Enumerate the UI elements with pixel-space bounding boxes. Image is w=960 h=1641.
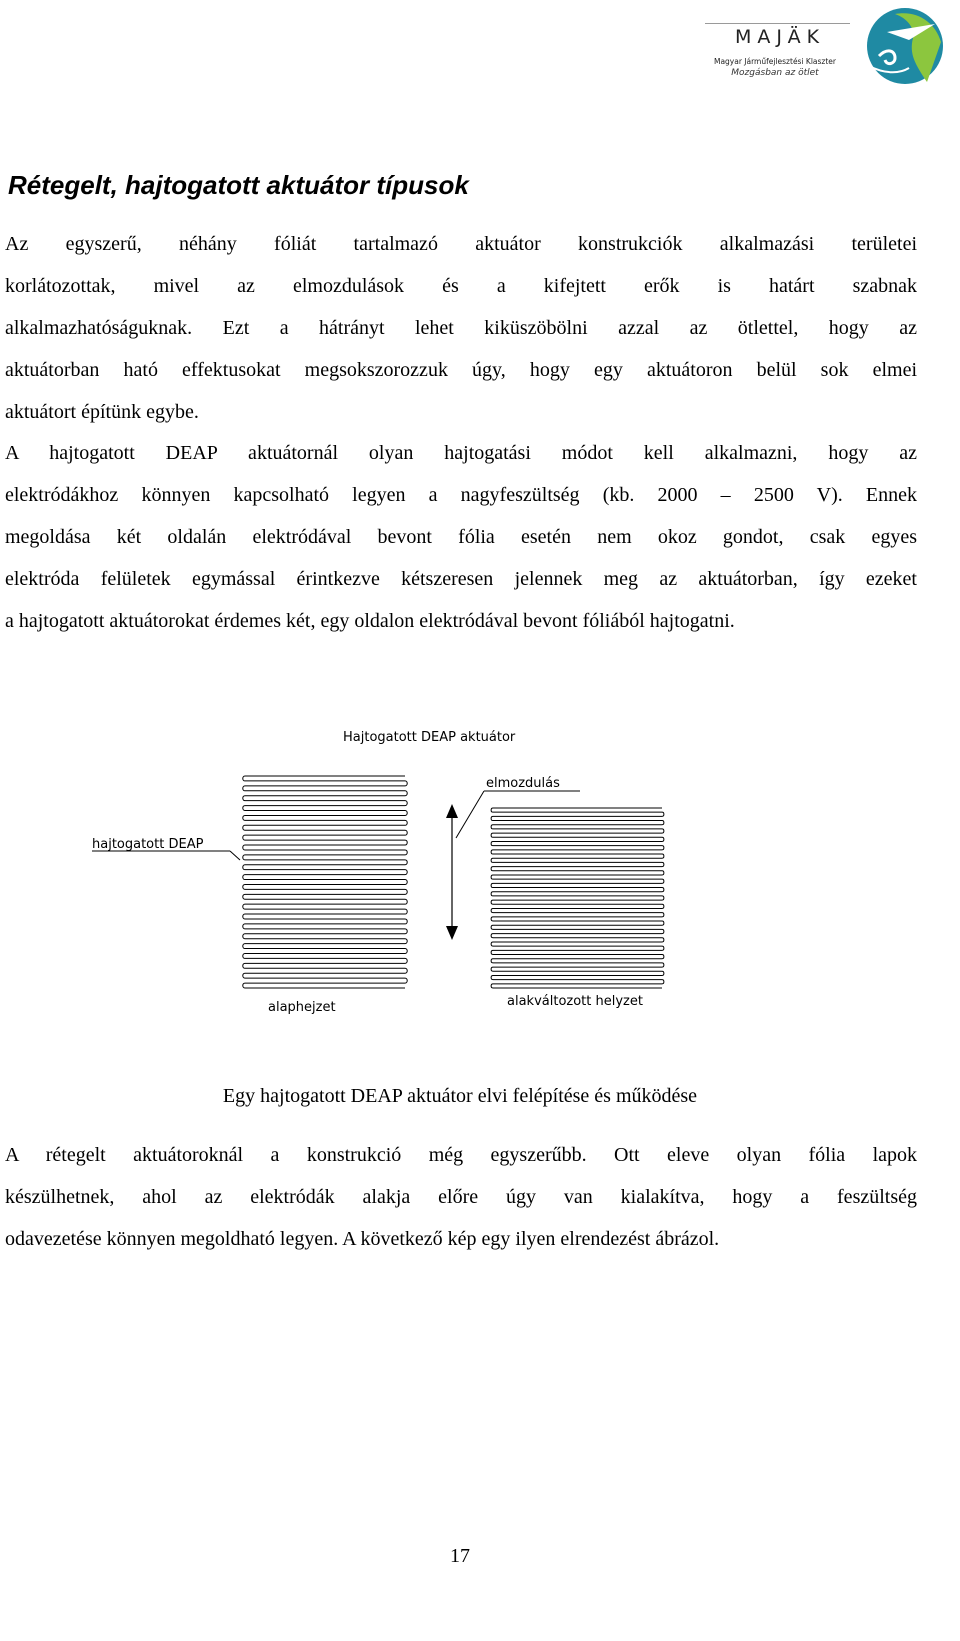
deformed-stack-fold: [491, 833, 493, 837]
deformed-stack-fold: [491, 984, 493, 988]
paragraph-line: korlátozottak, mivel az elmozdulások és a kifejtett erők is határt szabnak: [5, 275, 917, 297]
base-state-label: alaphejzet: [268, 1000, 336, 1015]
figure-caption: Egy hajtogatott DEAP aktuátor elvi felépítése és működése: [222, 1085, 698, 1107]
paragraph-line: aktuátort építünk egybe.: [5, 401, 199, 423]
displacement-leader-line: [456, 791, 484, 838]
base-stack-fold: [405, 840, 407, 845]
deformed-stack-fold: [491, 900, 493, 904]
base-stack-fold: [405, 958, 407, 963]
paragraph-line: megoldása két oldalán elektródával bevont fólia esetén nem okoz gondot, csak egyes: [5, 526, 917, 548]
base-stack-fold: [243, 815, 245, 820]
deformed-stack-fold: [491, 883, 493, 887]
deformed-stack-fold: [662, 955, 664, 959]
base-stack-fold: [405, 850, 407, 855]
deformed-stack-fold: [491, 917, 493, 921]
base-stack-fold: [405, 820, 407, 825]
deformed-stack-fold: [491, 867, 493, 871]
base-stack-fold: [243, 855, 245, 860]
figure-title: Hajtogatott DEAP aktuátor: [343, 730, 516, 745]
deformed-stack-fold: [662, 921, 664, 925]
base-stack-fold: [405, 801, 407, 806]
deformed-stack-fold: [491, 942, 493, 946]
base-stack-fold: [243, 884, 245, 889]
base-stack-fold: [405, 968, 407, 973]
deformed-stack-fold: [662, 888, 664, 892]
logo-name: MAJÄK: [734, 26, 826, 48]
deformed-stack-fold: [662, 837, 664, 841]
folded-leader-line: [230, 851, 240, 860]
deformed-stack-fold: [662, 904, 664, 908]
base-stack-fold: [243, 835, 245, 840]
base-stack-fold: [405, 791, 407, 796]
deformed-stack-fold: [491, 808, 493, 812]
logo-divider: [705, 23, 850, 24]
figure-drawing: [80, 718, 700, 1028]
paragraph-line: A rétegelt aktuátoroknál a konstrukció még egyszerűbb. Ott eleve olyan fólia lapok: [5, 1144, 917, 1166]
deformed-stack-fold: [662, 862, 664, 866]
base-stack-fold: [243, 934, 245, 939]
base-stack-fold: [405, 860, 407, 865]
paragraph-line: elektróda felületek egymással érintkezve kétszeresen jelennek meg az aktuátorban, így ezeket: [5, 568, 917, 590]
paragraph-line: elektródákhoz könnyen kapcsolható legyen a nagyfeszültség (kb. 2000 – 2500 V). Ennek: [5, 484, 917, 506]
airplane-icon: [865, 4, 949, 86]
deformed-stack-fold: [491, 925, 493, 929]
deformed-stack-fold: [662, 963, 664, 967]
base-stack-fold: [243, 865, 245, 870]
deformed-stack-fold: [662, 829, 664, 833]
base-stack-fold: [405, 830, 407, 835]
base-stack-fold: [243, 875, 245, 880]
base-stack-fold: [243, 796, 245, 801]
paragraph-1: [5, 223, 917, 433]
deformed-stack-fold: [491, 825, 493, 829]
base-stack-fold: [405, 889, 407, 894]
deformed-stack-fold: [491, 950, 493, 954]
page-number: 17: [450, 1545, 470, 1567]
base-stack-fold: [405, 929, 407, 934]
logo-tagline: Mozgásban az ötlet: [731, 68, 819, 78]
deformed-stack-fold: [491, 959, 493, 963]
paragraph-line: Az egyszerű, néhány fóliát tartalmazó aktuátor konstrukciók alkalmazási területei: [5, 233, 917, 255]
base-stack-fold: [405, 949, 407, 954]
base-stack-fold: [405, 781, 407, 786]
deformed-stack-fold: [662, 854, 664, 858]
deformed-stack-fold: [491, 975, 493, 979]
deformed-stack-fold: [662, 946, 664, 950]
base-stack-fold: [243, 914, 245, 919]
base-stack-fold: [243, 776, 245, 781]
deformed-stack-fold: [662, 896, 664, 900]
deformed-stack-fold: [662, 812, 664, 816]
deformed-stack-fold: [491, 967, 493, 971]
base-stack-fold: [405, 919, 407, 924]
deformed-stack-fold: [662, 913, 664, 917]
deformed-stack-fold: [491, 875, 493, 879]
paragraph-3: [5, 1134, 917, 1260]
base-stack-fold: [243, 894, 245, 899]
deformed-stack-fold: [491, 841, 493, 845]
arrow-up-head: [446, 804, 458, 818]
deformed-stack-fold: [491, 850, 493, 854]
deformed-state-label: alakváltozott helyzet: [507, 994, 643, 1009]
base-stack-fold: [243, 845, 245, 850]
base-stack-fold: [243, 973, 245, 978]
base-stack-fold: [405, 939, 407, 944]
deformed-stack-fold: [662, 871, 664, 875]
base-stack-fold: [243, 786, 245, 791]
deformed-stack-fold: [662, 821, 664, 825]
base-stack-fold: [405, 978, 407, 983]
displacement-label: elmozdulás: [486, 776, 560, 791]
deformed-stack-fold: [662, 980, 664, 984]
base-stack-fold: [405, 909, 407, 914]
paragraph-line: aktuátorban ható effektusokat megsokszorozzuk úgy, hogy egy aktuátoron belül sok elmei: [5, 359, 917, 381]
base-stack-fold: [243, 983, 245, 988]
paragraph-line: odavezetése könnyen megoldható legyen. A következő kép egy ilyen elrendezést ábrázol.: [5, 1228, 720, 1250]
base-stack-fold: [243, 944, 245, 949]
base-stack-fold: [405, 899, 407, 904]
deformed-stack-fold: [662, 971, 664, 975]
paragraph-line: készülhetnek, ahol az elektródák alakja előre úgy van kialakítva, hogy a feszültség: [5, 1186, 917, 1208]
deformed-stack-fold: [662, 846, 664, 850]
section-heading: Rétegelt, hajtogatott aktuátor típusok: [8, 170, 469, 200]
arrow-down-head: [446, 926, 458, 940]
base-stack-fold: [243, 963, 245, 968]
base-stack-fold: [243, 904, 245, 909]
deformed-stack-fold: [491, 908, 493, 912]
paragraph-line: A hajtogatott DEAP aktuátornál olyan hajtogatási módot kell alkalmazni, hogy az: [5, 442, 917, 464]
deformed-stack-fold: [491, 816, 493, 820]
logo-subtitle: Magyar Járműfejlesztési Klaszter: [713, 57, 837, 66]
base-stack-fold: [243, 825, 245, 830]
base-stack-fold: [243, 806, 245, 811]
paragraph-2: [5, 432, 917, 642]
base-stack-fold: [405, 870, 407, 875]
deformed-stack-fold: [491, 892, 493, 896]
base-stack-fold: [243, 924, 245, 929]
deformed-stack-fold: [662, 879, 664, 883]
paragraph-line: alkalmazhatóságuknak. Ezt a hátrányt lehet kiküszöbölni azzal az ötlettel, hogy az: [5, 317, 917, 339]
base-stack-fold: [405, 811, 407, 816]
majak-logo: [700, 4, 952, 86]
base-stack-fold: [243, 953, 245, 958]
base-stack-fold: [405, 880, 407, 885]
deap-actuator-figure: [80, 718, 700, 1028]
deformed-stack-fold: [491, 934, 493, 938]
deformed-stack-fold: [662, 929, 664, 933]
folded-deap-label: hajtogatott DEAP: [92, 837, 204, 852]
paragraph-line: a hajtogatott aktuátorokat érdemes két, egy oldalon elektródával bevont fóliából hajtogatni.: [5, 610, 735, 632]
deformed-stack-fold: [491, 858, 493, 862]
deformed-stack-fold: [662, 938, 664, 942]
